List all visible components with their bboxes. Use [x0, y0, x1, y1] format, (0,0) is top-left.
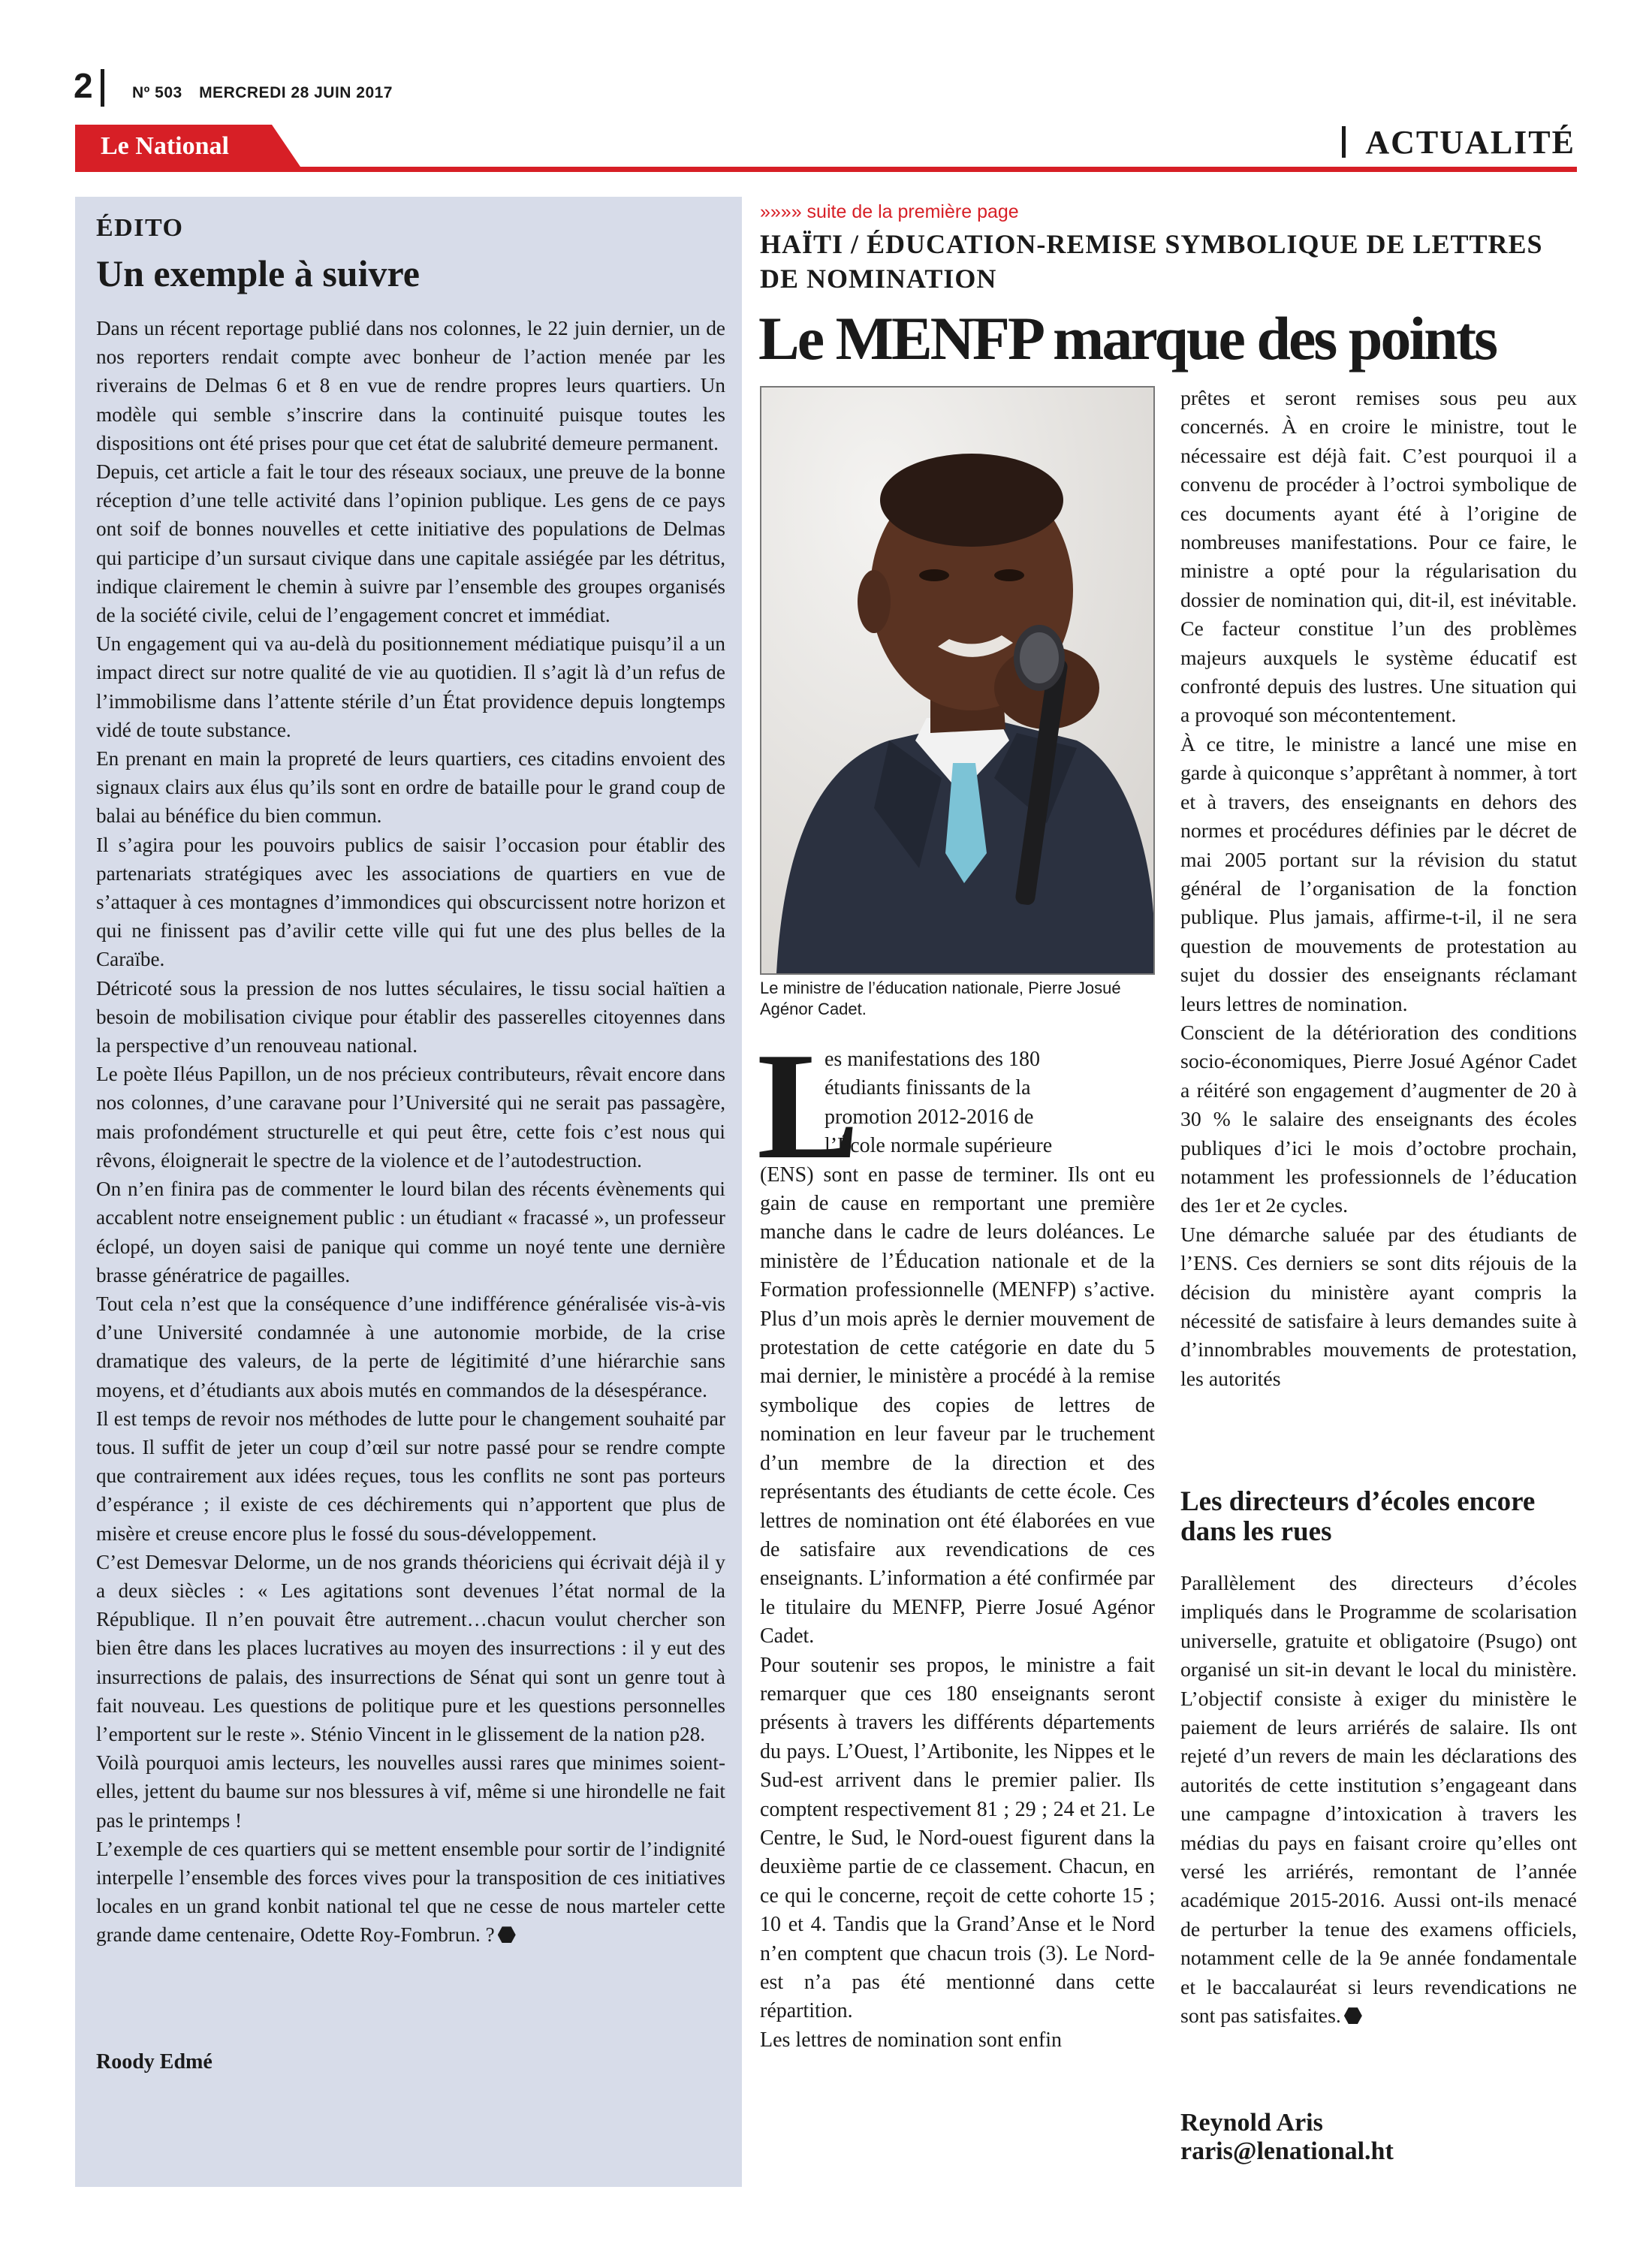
editorial-paragraph: Voilà pourquoi amis lecteurs, les nouvelles aussi rares que minimes soient-elles, jettent du baume sur nos blessures à vif, même si une hirondelle ne fait pas le printemps ! [96, 1751, 725, 1832]
brand-name: Le National [101, 132, 229, 160]
article-author [1180, 2109, 1394, 2166]
article-paragraph: prêtes et seront remises sous peu aux concernés. À en croire le ministre, tout le nécessaire est déjà fait. C’est pourquoi il a convenu de procéder à l’octroi symbolique de ces documents ayant été à l’origine de nombreuses manifestations. Pour ce faire, le ministre a opté pour la régularisation du dossier de nomination qui, dit-il, est inévitable. Ce facteur constitue l’un des problèmes majeurs auxquels le système éducatif est confronté depuis des lustres. Une situation qui a provoqué son mécontentement. [1180, 387, 1577, 728]
lead-line: es manifestations des 180 [824, 1048, 1040, 1071]
section-divider [1342, 126, 1346, 158]
end-bullet-icon [1344, 2007, 1362, 2024]
section-label [1342, 123, 1575, 161]
minister-portrait-illustration [761, 388, 1153, 973]
article-column-1 [760, 1045, 1155, 2055]
lead-line: promotion 2012-2016 de [824, 1105, 1034, 1129]
article-paragraph: À ce titre, le ministre a lancé une mise en garde à quiconque s’apprêtant à nommer, à tort et à travers, des enseignants en dehors des normes et procédures définies par le décret de mai 2005 portant sur la révision du statut général de l’organisation de la fonction publique. Plus jamais, affirme-t-il, il ne sera question de mouvements de protestation au sujet du dossier des enseignants réclamant leurs lettres de nomination. [1180, 732, 1577, 1016]
article-paragraph-last [1180, 1570, 1577, 2031]
editorial-paragraph: Il s’agira pour les pouvoirs publics de saisir l’occasion pour établir des partenariats stratégiques avec les associations de quartiers en vue de s’attaquer à ces montagnes d’immondices qui obscurcissent notre horizon et qui ne finissent pas d’avilir cette ville qui fut une des plus belles de la Caraïbe. [96, 833, 725, 971]
issue-line [132, 84, 405, 102]
lead-line: étudiants finissants de la [824, 1076, 1031, 1100]
article-paragraph: Les lettres de nomination sont enfin [760, 2028, 1063, 2052]
editorial-title: Un exemple à suivre [96, 252, 420, 294]
editorial-paragraph: Depuis, cet article a fait le tour des réseaux sociaux, une preuve de la bonne réception d’une telle activité dans l’opinion publique. Les gens de ce pays ont soif de bonnes nouvelles et cette initiative des populations de Delmas qui participe d’un sursaut civique dans une capitale assiégée par les détritus, indique clairement le chemin à suivre par l’ensemble des groupes organisés de la société civile, celui de l’engagement concret et immédiat. [96, 460, 725, 627]
editorial-paragraph-last [96, 1835, 725, 1950]
brand-tab [75, 125, 300, 167]
lead-paragraph [760, 1045, 1155, 1651]
article-column-2b [1180, 1570, 1577, 2031]
lead-line: l’École normale supérieure [824, 1134, 1053, 1158]
lead-text: (ENS) sont en passe de terminer. Ils ont eu gain de cause en remportant une première manche dans le cadre de leurs doléances. Le ministère de l’Éducation nationale et de la Formation professionnelle (MENFP) s’active. Plus d’un mois après le dernier mouvement de protestation de cette catégorie en date du 5 mai dernier, le ministère a procédé à la remise symbolique des copies de lettres de nomination en leur faveur par le truchement d’un membre de la direction et des représentants des étudiants de cette école. Ces lettres de nomination ont été élaborées en vue de satisfaire aux revendications de ces enseignants. L’information a été confirmée par le titulaire du MENFP, Pierre Josué Agénor Cadet. [760, 1163, 1155, 1648]
article-paragraph: Pour soutenir ses propos, le ministre a fait remarquer que ces 180 enseignants seront présents à travers les différents départements du pays. L’Ouest, l’Artibonite, les Nippes et le Sud-est arrivent dans le premier palier. Ils comptent respectivement 81 ; 29 ; 24 et 21. Le Centre, le Sud, le Nord-ouest figurent dans la deuxième partie de ce classement. Chacun, en ce qui le concerne, reçoit de cette cohorte 15 ; 10 et 4. Tandis que la Grand’Anse et le Nord n’en comptent que chacun trois (3). Le Nord-est n’a pas été mentionné dans cette répartition. [760, 1653, 1155, 2023]
article-headline: Le MENFP marque des points [758, 304, 1496, 372]
drop-cap: L [757, 1021, 860, 1191]
editorial-closing-text: L’exemple de ces quartiers qui se mettent ensemble pour sortir de l’indignité interpelle l’ensemble des forces vives pour la transposition de ces initiatives locales en un grand konbit national tel que ne cesse de nous marteler cette grande dame centenaire, Odette Roy-Fombrun. ? [96, 1837, 725, 1947]
article-paragraph: Une démarche saluée par des étudiants de l’ENS. Ces derniers se sont dits réjouis de la décision du ministère ayant compris la nécessité de satisfaire à leurs demandes suite à d’innombrables mouvements de protestation, les autorités [1180, 1223, 1577, 1391]
author-email[interactable]: raris@lenational.ht [1180, 2137, 1394, 2165]
editorial-paragraph: On n’en finira pas de commenter le lourd bilan des récents évènements qui accablent notre enseignement public : un étudiant « fracassé », un professeur éclopé, un doyen saisi de panique qui comme un noyé tente une dernière brasse génératrice de pagailles. [96, 1178, 725, 1286]
article-subhead: Les directeurs d’écoles encore dans les rues [1180, 1486, 1536, 1547]
section-name: ACTUALITÉ [1365, 124, 1575, 161]
article-closing-text: Parallèlement des directeurs d’écoles impliqués dans le Programme de scolarisation universelle, gratuite et obligatoire (Psugo) ont organisé un sit-in devant le local du ministère. L’objectif consiste à exiger du ministère le paiement de leurs arriérés de salaire. Ils ont rejeté d’un revers de main les déclarations des autorités de cette institution s’engageant dans une campagne d’intoxication à travers les médias du pays en faisant croire qu’elles ont versé les arriérés, remontant de l’année académique 2015-2016. Aussi ont-ils menacé de perturber la tenue des examens officiels, notamment celle de la 9e année fondamentale et le baccalauréat si leurs revendications ne sont pas satisfaites. [1180, 1572, 1577, 2028]
header-rule [75, 167, 1577, 172]
editorial-kicker: ÉDITO [96, 214, 184, 242]
editorial-author: Roody Edmé [96, 2050, 213, 2074]
editorial-paragraph: C’est Demesvar Delorme, un de nos grands théoriciens qui écrivait déjà il y a deux siècles : « Les agitations sont devenues l’état normal de la République. Il n’en pouvait être autrement…chacun voulut chercher son bien être dans les places lucratives au moyen des insurrections : il y eut des insurrections de palais, des insurrections de Sénat qui sont un genre tout à fait nouveau. Les questions de politique pure et les questions personnelles l’emportent sur le reste ». Sténio Vincent in le glissement de la nation p28. [96, 1550, 725, 1745]
editorial-paragraph: En prenant en main la propreté de leurs quartiers, ces citadins envoient des signaux clairs aux élus qu’ils sont en ordre de bataille pour le grand coup de balai au bénéfice du bien commun. [96, 747, 725, 828]
issue-number: Nº 503 [132, 84, 182, 101]
editorial-body [96, 314, 725, 1950]
end-bullet-icon [498, 1926, 516, 1943]
issue-date: MERCREDI 28 JUIN 2017 [199, 84, 393, 101]
editorial-paragraph: Le poète Iléus Papillon, un de nos précieux contributeurs, rêvait encore dans nos colonnes, d’une caravane pour l’Université qui ne serait pas passagère, mais profondément structurelle et qui peut être, cette fois c’est nous qui rêvons, éloignerait le spectre de la violence et de l’autodestruction. [96, 1063, 725, 1172]
minister-photo [760, 386, 1155, 975]
page-number-divider [101, 69, 104, 107]
editorial-paragraph: Détricoté sous la pression de nos luttes séculaires, le tissu social haïtien a besoin de mobilisation civique pour établir des passerelles citoyennes dans la perspective d’un renouveau national. [96, 976, 725, 1057]
editorial-paragraph: Dans un récent reportage publié dans nos colonnes, le 22 juin dernier, un de nos reporters rendait compte avec bonheur de l’action menée par les riverains de Delmas 6 et 8 en vue de rendre propres leurs quartiers. Un modèle qui semble s’inscrire dans la continuité puisque toutes les dispositions ont été prises pour que cet état de salubrité demeure permanent. [96, 317, 725, 454]
editorial-paragraph: Tout cela n’est que la conséquence d’une indifférence généralisée vis-à-vis d’une Université condamnée à une autonomie morbide, de la crise dramatique des valeurs, de la perte de légitimité d’une hiérarchie sans moyens, et d’étudiants aux abois mutés en commandos de la désespérance. [96, 1292, 725, 1401]
article-column-2 [1180, 385, 1577, 1394]
continued-note: »»»» suite de la première page [760, 201, 1019, 222]
page-number: 2 [74, 66, 93, 105]
author-name: Reynold Aris [1180, 2109, 1323, 2137]
editorial-paragraph: Il est temps de revoir nos méthodes de lutte pour le changement souhaité par tous. Il suffit de jeter un coup d’œil sur notre passé pour se rendre compte que contrairement aux idées reçues, tous les conflits ne sont pas porteurs d’espérance ; il existe de ces déchirements qui n’apportent que plus de misère et creuse encore plus le fossé du sous-développement. [96, 1407, 725, 1545]
article-paragraph: Conscient de la détérioration des conditions socio-économiques, Pierre Josué Agénor Cadet a réitéré son engagement d’augmenter de 20 à 30 % le salaire des enseignants des écoles publiques d’ici le mois d’octobre prochain, notamment les professionnels de l’éducation des 1er et 2e cycles. [1180, 1021, 1577, 1218]
article-kicker: HAÏTI / ÉDUCATION-REMISE SYMBOLIQUE DE LETTRES DE NOMINATION [760, 229, 1543, 294]
photo-caption: Le ministre de l’éducation nationale, Pierre Josué Agénor Cadet. [760, 979, 1121, 1018]
editorial-paragraph: Un engagement qui va au-delà du positionnement médiatique puisqu’il a un impact direct sur notre qualité de vie au quotidien. Il s’agit là d’un refus de l’immobilisme dans l’attente stérile d’un État providence depuis longtemps vidé de toute substance. [96, 632, 725, 741]
